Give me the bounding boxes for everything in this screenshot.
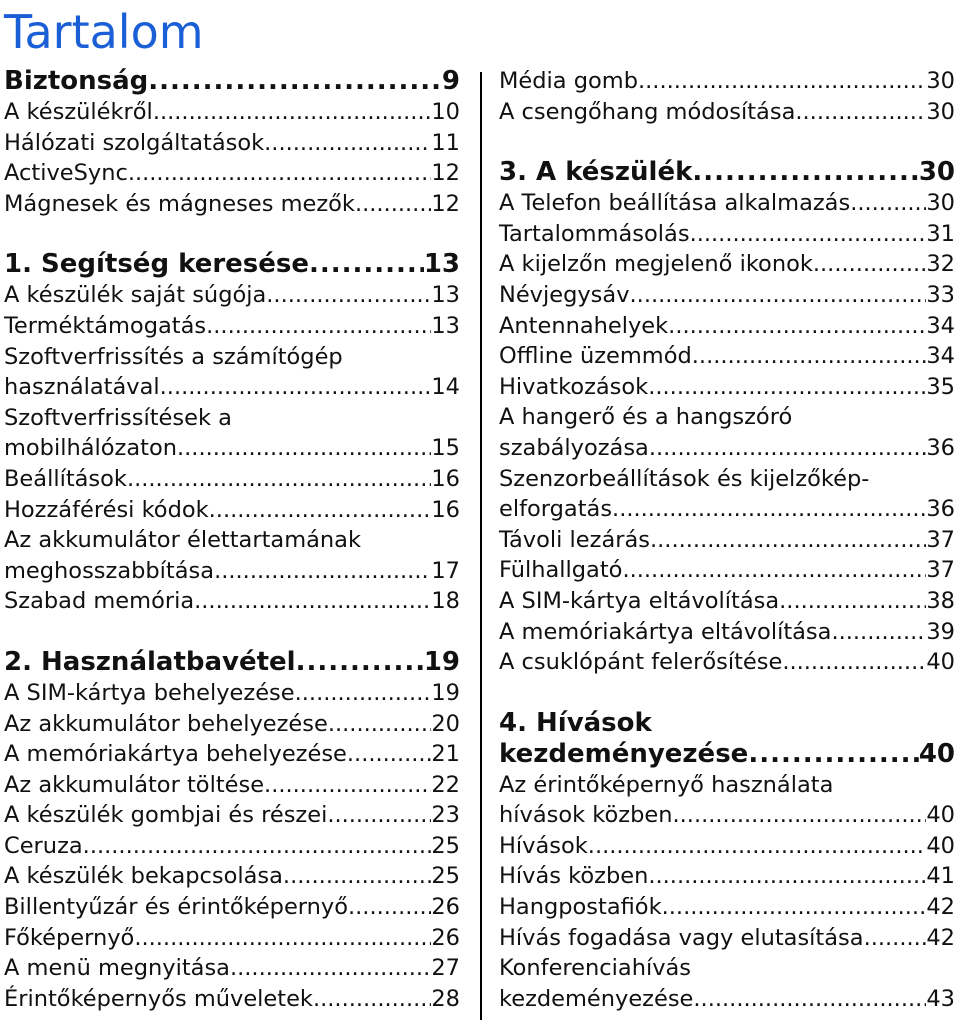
toc-entry-title: Fülhallgató <box>499 557 623 584</box>
toc-entry-title: Beállítások <box>4 465 127 492</box>
toc-entry-title: A menü megnyitása <box>4 955 230 982</box>
toc-entry[interactable] <box>499 923 955 954</box>
toc-entry-title: A memóriakártya eltávolítása <box>499 618 832 645</box>
toc-page-number: 40 <box>926 649 955 676</box>
toc-page-number: 42 <box>926 924 955 951</box>
toc-page-number: 23 <box>431 802 460 829</box>
dot-leader <box>672 800 926 831</box>
toc-chapter-heading[interactable] <box>4 66 460 97</box>
toc-entry-title: Főképernyő <box>4 924 135 951</box>
toc-page-number: 38 <box>926 587 955 614</box>
toc-page-number: 36 <box>926 496 955 523</box>
toc-entry-title: Távoli lezárás <box>499 526 650 553</box>
toc-entry-title-line: Az érintőképernyő használata <box>499 771 834 798</box>
dot-leader <box>850 188 926 219</box>
toc-entry[interactable] <box>4 739 460 770</box>
toc-entry-title: Offline üzemmód <box>499 343 692 370</box>
dot-leader <box>83 831 432 862</box>
toc-entry[interactable] <box>499 770 955 831</box>
toc-chapter-heading[interactable] <box>499 708 955 770</box>
toc-entry[interactable] <box>499 525 955 556</box>
toc-page-number: 36 <box>926 434 955 461</box>
toc-entry[interactable] <box>499 464 955 525</box>
page-title: Tartalom <box>4 5 204 59</box>
toc-entry[interactable] <box>4 800 460 831</box>
toc-entry-title: Hivatkozások <box>499 373 649 400</box>
toc-entry[interactable] <box>4 831 460 862</box>
toc-entry-title: 2. Használatbavétel <box>4 646 296 677</box>
dot-leader <box>309 249 424 280</box>
toc-entry-title: kezdeményezése <box>499 738 749 769</box>
dot-leader <box>206 311 431 342</box>
dot-leader <box>638 66 926 97</box>
toc-page-number: 15 <box>431 435 460 462</box>
toc-entry[interactable] <box>499 97 955 128</box>
dot-leader <box>194 586 431 617</box>
toc-page-number: 37 <box>926 526 955 553</box>
toc-entry-title-line: 4. Hívások <box>499 707 652 738</box>
toc-page-number: 19 <box>423 646 460 677</box>
toc-page-number: 13 <box>431 312 460 339</box>
toc-entry-title: elforgatás <box>499 496 613 523</box>
toc-entry-title: Hívás fogadása vagy elutasítása <box>499 924 864 951</box>
toc-entry[interactable] <box>4 495 460 526</box>
dot-leader <box>230 953 431 984</box>
toc-entry[interactable] <box>4 984 460 1015</box>
dot-leader <box>622 555 926 586</box>
toc-entry-title-line: A hangerő és a hangszóró <box>499 404 793 431</box>
toc-entry-title: Névjegysáv <box>499 281 630 308</box>
dot-leader <box>295 678 432 709</box>
toc-entry-title: A készülék gombjai és részei <box>4 802 328 829</box>
toc-entry-title: 1. Segítség keresése <box>4 249 310 280</box>
toc-page-number: 35 <box>926 373 955 400</box>
toc-entry-title: szabályozása <box>499 434 649 461</box>
toc-entry-title: Mágnesek és mágneses mezők <box>4 190 355 217</box>
toc-page-number: 31 <box>926 220 955 247</box>
dot-leader <box>127 464 431 495</box>
toc-entry-title: Terméktámogatás <box>4 312 207 339</box>
toc-entry-title: A SIM-kártya behelyezése <box>4 679 295 706</box>
toc-entry[interactable] <box>4 97 460 128</box>
dot-leader <box>347 739 431 770</box>
toc-page-number: 26 <box>431 924 460 951</box>
toc-entry-title: Hozzáférési kódok <box>4 496 209 523</box>
toc-page-number: 9 <box>441 66 460 96</box>
toc-entry-title: A memóriakártya behelyezése <box>4 741 347 768</box>
toc-page-number: 16 <box>431 496 460 523</box>
toc-entry-title-line: Szoftverfrissítés a számítógép <box>4 343 343 370</box>
toc-page-number: 40 <box>926 832 955 859</box>
toc-entry[interactable] <box>4 525 460 586</box>
dot-leader <box>264 128 431 159</box>
toc-entry[interactable] <box>499 311 955 342</box>
toc-page-number: 30 <box>926 68 955 94</box>
dot-leader <box>813 249 926 280</box>
dot-leader <box>588 831 927 862</box>
toc-column-right <box>499 66 955 1014</box>
toc-page-number: 25 <box>431 863 460 890</box>
toc-page-number: 41 <box>926 863 955 890</box>
dot-leader <box>748 739 919 770</box>
section-spacer <box>4 219 460 249</box>
toc-page-number: 13 <box>423 249 460 280</box>
dot-leader <box>795 97 926 128</box>
toc-entry-title: Hangpostafiók <box>499 894 662 921</box>
toc-page-number: 40 <box>926 802 955 829</box>
toc-entry-title: Az akkumulátor behelyezése <box>4 710 328 737</box>
dot-leader <box>782 647 926 678</box>
toc-entry-title: Tartalommásolás <box>499 220 690 247</box>
column-divider <box>480 72 482 1020</box>
toc-entry-title: A SIM-kártya eltávolítása <box>499 587 780 614</box>
dot-leader <box>612 494 926 525</box>
toc-entry[interactable] <box>499 280 955 311</box>
toc-entry[interactable] <box>4 280 460 311</box>
toc-page-number: 42 <box>926 894 955 921</box>
dot-leader <box>266 280 431 311</box>
toc-entry[interactable] <box>499 647 955 678</box>
toc-entry-title: kezdeményezése <box>499 985 694 1012</box>
toc-entry-title: A csuklópánt felerősítése <box>499 649 783 676</box>
dot-leader <box>283 861 431 892</box>
dot-leader <box>650 525 926 556</box>
dot-leader <box>153 97 432 128</box>
dot-leader <box>296 647 424 678</box>
toc-entry[interactable] <box>4 403 460 464</box>
toc-entry[interactable] <box>4 923 460 954</box>
toc-entry-title: Ceruza <box>4 832 83 859</box>
toc-entry-title-line: Szoftverfrissítések a <box>4 404 232 431</box>
toc-entry-title: Érintőképernyős műveletek <box>4 985 313 1012</box>
toc-page-number: 39 <box>926 618 955 645</box>
toc-entry-title: mobilhálózaton <box>4 435 177 462</box>
dot-leader <box>214 556 431 587</box>
toc-entry-title: Hálózati szolgáltatások <box>4 129 265 156</box>
toc-entry-title-line: Szenzorbeállítások és kijelzőkép- <box>499 465 870 492</box>
toc-page-number: 12 <box>431 160 460 187</box>
toc-entry-title: Billentyűzár és érintőképernyő <box>4 894 348 921</box>
dot-leader <box>328 709 432 740</box>
toc-entry[interactable] <box>499 219 955 250</box>
toc-entry-title: Szabad memória <box>4 588 195 615</box>
toc-entry[interactable] <box>499 341 955 372</box>
toc-entry-title: A készülékről <box>4 99 153 125</box>
toc-entry-title: ActiveSync <box>4 160 128 187</box>
toc-entry-title-line: Az akkumulátor élettartamának <box>4 527 361 554</box>
toc-page-number: 21 <box>431 741 460 768</box>
toc-page-number: 37 <box>926 557 955 584</box>
toc-entry[interactable] <box>4 189 460 220</box>
toc-page-number: 14 <box>431 374 460 401</box>
dot-leader <box>128 158 432 189</box>
dot-leader <box>693 984 926 1015</box>
toc-entry[interactable] <box>499 555 955 586</box>
section-spacer <box>499 678 955 708</box>
toc-page-number: 25 <box>431 832 460 859</box>
toc-page-number: 34 <box>926 343 955 370</box>
toc-entry-title: hívások közben <box>499 802 673 829</box>
toc-entry-title: A készülék saját súgója <box>4 282 267 309</box>
dot-leader <box>690 219 927 250</box>
toc-page-number: 28 <box>431 985 460 1012</box>
toc-page-number: 30 <box>926 190 955 217</box>
toc-entry[interactable] <box>499 66 955 97</box>
toc-entry-title-line: Konferenciahívás <box>499 955 692 982</box>
toc-page-number: 34 <box>926 312 955 339</box>
toc-entry[interactable] <box>4 770 460 801</box>
toc-entry-title: A csengőhang módosítása <box>499 98 796 125</box>
toc-entry[interactable] <box>4 158 460 189</box>
dot-leader <box>148 66 442 97</box>
dot-leader <box>160 372 432 403</box>
toc-page-number: 32 <box>926 251 955 278</box>
dot-leader <box>355 189 431 220</box>
toc-entry-title: meghosszabbítása <box>4 557 215 584</box>
dot-leader <box>327 800 431 831</box>
dot-leader <box>648 861 926 892</box>
dot-leader <box>177 433 431 464</box>
toc-entry[interactable] <box>499 617 955 648</box>
toc-page-number: 10 <box>431 99 460 125</box>
toc-page-number: 19 <box>431 679 460 706</box>
toc-entry[interactable] <box>4 678 460 709</box>
toc-entry[interactable] <box>499 372 955 403</box>
toc-entry-title: A készülék bekapcsolása <box>4 863 283 890</box>
dot-leader <box>630 280 927 311</box>
toc-page-number: 11 <box>431 129 460 156</box>
toc-page-number: 30 <box>926 98 955 125</box>
toc-entry[interactable] <box>4 953 460 984</box>
toc-entry[interactable] <box>4 128 460 159</box>
toc-entry[interactable] <box>499 953 955 1014</box>
dot-leader <box>662 892 927 923</box>
toc-entry[interactable] <box>499 831 955 862</box>
toc-entry-title: használatával <box>4 374 160 401</box>
toc-entry[interactable] <box>4 586 460 617</box>
dot-leader <box>649 433 927 464</box>
toc-page-number: 22 <box>431 771 460 798</box>
toc-entry[interactable] <box>4 892 460 923</box>
toc-entry[interactable] <box>4 464 460 495</box>
dot-leader <box>831 617 926 648</box>
toc-entry[interactable] <box>499 188 955 219</box>
toc-entry-title: Biztonság <box>4 66 149 96</box>
toc-chapter-heading[interactable] <box>4 249 460 280</box>
toc-chapter-heading[interactable] <box>4 647 460 678</box>
toc-entry-title: Hívások <box>499 832 588 859</box>
toc-page-number: 13 <box>431 282 460 309</box>
toc-page-number: 30 <box>918 157 955 188</box>
toc-page-number: 40 <box>918 738 955 769</box>
dot-leader <box>348 892 431 923</box>
toc-page-number: 20 <box>431 710 460 737</box>
toc-entry-title: A kijelzőn megjelenő ikonok <box>499 251 813 278</box>
toc-page-number: 33 <box>926 281 955 308</box>
toc-entry-title: A Telefon beállítása alkalmazás <box>499 190 851 217</box>
toc-entry[interactable] <box>4 311 460 342</box>
dot-leader <box>692 341 927 372</box>
dot-leader <box>648 372 926 403</box>
toc-entry-title: Média gomb <box>499 68 638 94</box>
toc-entry[interactable] <box>499 892 955 923</box>
dot-leader <box>692 157 918 188</box>
toc-entry-title: Az akkumulátor töltése <box>4 771 265 798</box>
dot-leader <box>668 311 926 342</box>
toc-page-number: 43 <box>926 985 955 1012</box>
toc-entry-title: Antennahelyek <box>499 312 669 339</box>
dot-leader <box>313 984 431 1015</box>
dot-leader <box>209 495 432 526</box>
section-spacer <box>499 127 955 157</box>
toc-page-number: 27 <box>431 955 460 982</box>
dot-leader <box>864 923 927 954</box>
toc-entry[interactable] <box>499 249 955 280</box>
dot-leader <box>779 586 926 617</box>
toc-entry[interactable] <box>499 861 955 892</box>
toc-chapter-heading[interactable] <box>499 157 955 188</box>
toc-column-left <box>4 66 460 1014</box>
toc-page-number: 12 <box>431 190 460 217</box>
section-spacer <box>4 617 460 647</box>
toc-entry[interactable] <box>4 342 460 403</box>
toc-page-number: 26 <box>431 894 460 921</box>
toc-page-number: 17 <box>431 557 460 584</box>
toc-page-number: 16 <box>431 465 460 492</box>
dot-leader <box>264 770 431 801</box>
toc-entry[interactable] <box>4 709 460 740</box>
toc-entry[interactable] <box>499 586 955 617</box>
toc-entry[interactable] <box>499 402 955 463</box>
dot-leader <box>134 923 431 954</box>
toc-entry-title: 3. A készülék <box>499 157 693 188</box>
toc-entry-title: Hívás közben <box>499 863 649 890</box>
toc-entry[interactable] <box>4 861 460 892</box>
toc-page-number: 18 <box>431 588 460 615</box>
